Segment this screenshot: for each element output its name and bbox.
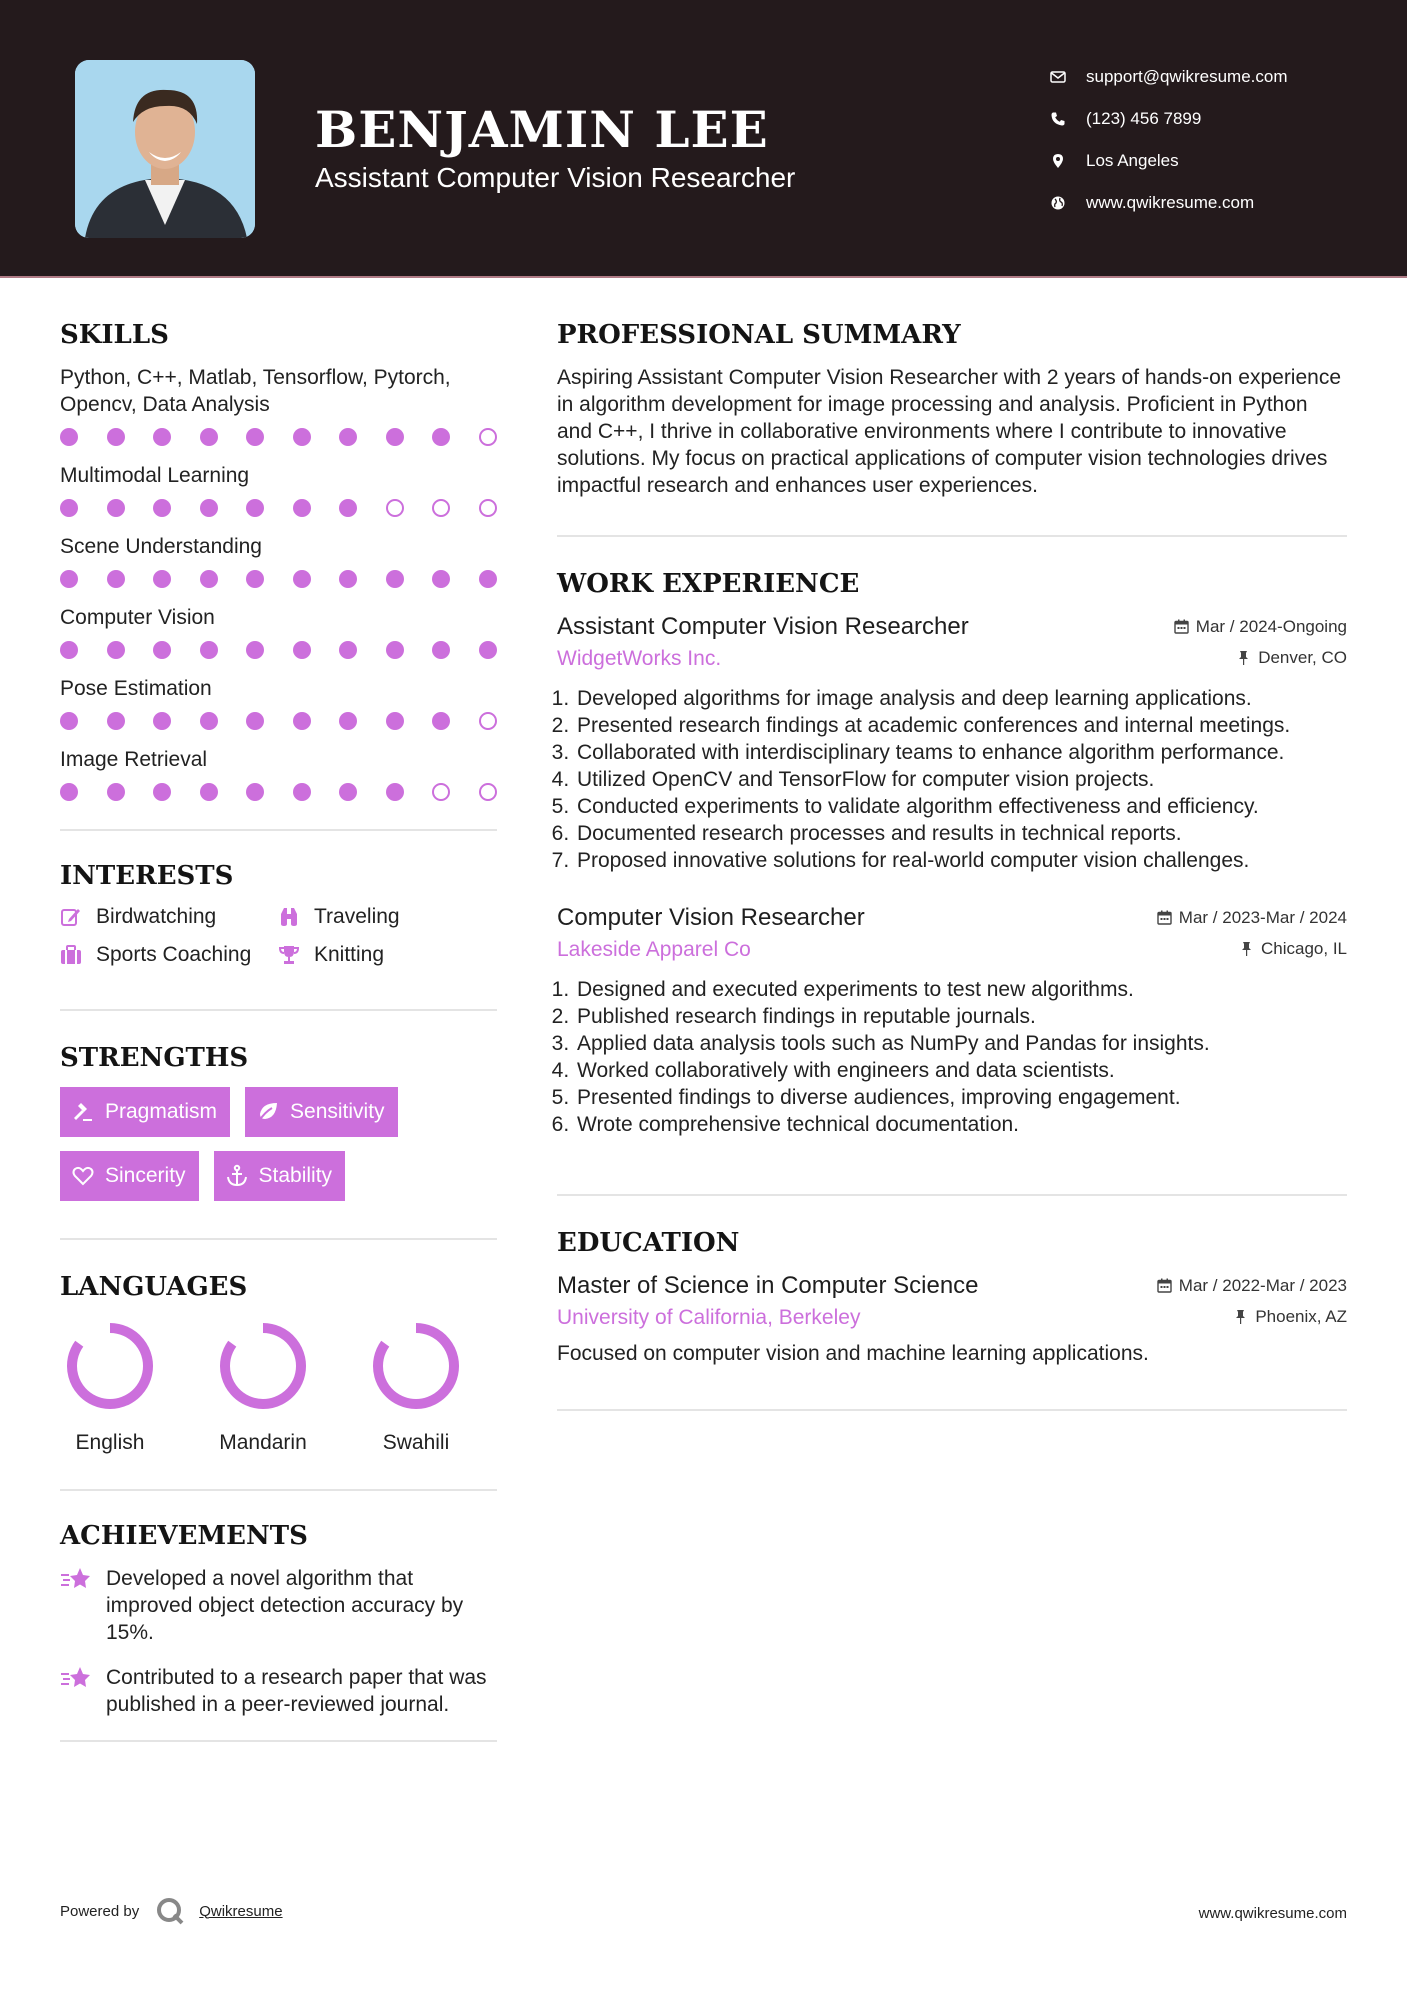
rating-dot-empty bbox=[479, 428, 497, 446]
experience-title: WORK EXPERIENCE bbox=[557, 569, 860, 599]
candidate-name: BENJAMIN LEE bbox=[315, 100, 769, 159]
rating-dot-filled bbox=[432, 712, 450, 730]
job-bullet: 6. Wrote comprehensive technical documentation. bbox=[575, 1111, 1347, 1138]
education-description: Focused on computer vision and machine learning applications. bbox=[557, 1342, 1149, 1365]
rating-dot-filled bbox=[153, 783, 171, 801]
skill-rating bbox=[60, 641, 497, 659]
person-portrait-icon bbox=[75, 60, 255, 238]
achievement-item bbox=[60, 1565, 497, 1646]
job-role: Computer Vision Researcher bbox=[557, 904, 865, 931]
rating-dot-filled bbox=[200, 570, 218, 588]
job-bullet: 7. Proposed innovative solutions for real-world computer vision challenges. bbox=[575, 847, 1347, 874]
pushpin-icon bbox=[1239, 941, 1254, 956]
job-bullet: 2. Published research findings in reputable journals. bbox=[575, 1003, 1347, 1030]
contact-email[interactable] bbox=[1050, 56, 1288, 98]
rating-dot-filled bbox=[386, 428, 404, 446]
job-bullet: 4. Worked collaboratively with engineers and data scientists. bbox=[575, 1057, 1347, 1084]
interest-item bbox=[60, 943, 278, 967]
rating-dot-filled bbox=[200, 783, 218, 801]
contact-location-text: Los Angeles bbox=[1086, 151, 1179, 170]
interests-list bbox=[60, 905, 497, 967]
calendar-icon bbox=[1174, 619, 1189, 634]
job-location bbox=[1236, 648, 1347, 668]
contact-list bbox=[1050, 56, 1288, 224]
rating-dot-filled bbox=[153, 641, 171, 659]
education-section bbox=[557, 1228, 1347, 1367]
job-date-text: Mar / 2023-Mar / 2024 bbox=[1178, 907, 1347, 927]
skill-rating bbox=[60, 499, 497, 517]
job-company: WidgetWorks Inc. bbox=[557, 647, 722, 670]
language-item bbox=[213, 1316, 313, 1455]
rating-dot-filled bbox=[432, 641, 450, 659]
skills-section bbox=[60, 320, 497, 801]
skill-name: Pose Estimation bbox=[60, 677, 212, 700]
education-date-text: Mar / 2022-Mar / 2023 bbox=[1178, 1275, 1347, 1295]
rating-dot-filled bbox=[60, 641, 78, 659]
rating-dot-empty bbox=[432, 783, 450, 801]
job-location bbox=[1239, 939, 1347, 959]
rating-dot-filled bbox=[339, 712, 357, 730]
rating-dot-filled bbox=[339, 783, 357, 801]
leaf-icon bbox=[256, 1100, 280, 1124]
section-divider bbox=[60, 1238, 497, 1240]
rating-dot-filled bbox=[153, 499, 171, 517]
job-role: Assistant Computer Vision Researcher bbox=[557, 613, 969, 640]
rating-dot-filled bbox=[200, 712, 218, 730]
strength-tag bbox=[214, 1151, 346, 1201]
rating-dot-filled bbox=[432, 428, 450, 446]
proficiency-arc bbox=[225, 1328, 301, 1404]
rating-dot-filled bbox=[153, 428, 171, 446]
briefcase-icon bbox=[60, 944, 82, 966]
job-bullet: 3. Collaborated with interdisciplinary teams to enhance algorithm performance. bbox=[575, 739, 1347, 766]
rating-dot-filled bbox=[60, 712, 78, 730]
rating-dot-filled bbox=[293, 499, 311, 517]
job-bullet: 1. Designed and executed experiments to test new algorithms. bbox=[575, 976, 1347, 1003]
job-company: Lakeside Apparel Co bbox=[557, 938, 751, 961]
strength-label: Sensitivity bbox=[290, 1100, 385, 1123]
gavel-icon bbox=[71, 1100, 95, 1124]
anchor-icon bbox=[225, 1164, 249, 1188]
language-proficiency-ring bbox=[60, 1316, 160, 1416]
job-date-text: Mar / 2024-Ongoing bbox=[1195, 616, 1347, 636]
map-pin-icon bbox=[1050, 153, 1066, 169]
job-bullets bbox=[557, 976, 1347, 1138]
contact-phone-text: (123) 456 7899 bbox=[1086, 109, 1202, 128]
skill-name: Multimodal Learning bbox=[60, 464, 250, 487]
strength-label: Stability bbox=[258, 1164, 333, 1187]
rating-dot-empty bbox=[432, 499, 450, 517]
job-bullet: 5. Conducted experiments to validate algorithm effectiveness and efficiency. bbox=[575, 793, 1347, 820]
rating-dot-filled bbox=[107, 712, 125, 730]
job-subheader bbox=[557, 647, 1347, 671]
strength-tag bbox=[60, 1087, 230, 1137]
languages-list bbox=[60, 1316, 497, 1455]
rating-dot-filled bbox=[293, 641, 311, 659]
job-header bbox=[557, 904, 1347, 932]
job-location-text: Denver, CO bbox=[1258, 647, 1347, 667]
education-location bbox=[1233, 1307, 1347, 1327]
achievements-section bbox=[60, 1521, 497, 1718]
education-school: University of California, Berkeley bbox=[557, 1306, 861, 1329]
rating-dot-filled bbox=[479, 570, 497, 588]
rating-dot-filled bbox=[339, 641, 357, 659]
rating-dot-filled bbox=[60, 570, 78, 588]
rating-dot-filled bbox=[200, 428, 218, 446]
education-title: EDUCATION bbox=[557, 1228, 740, 1258]
rating-dot-filled bbox=[246, 783, 264, 801]
job-entry bbox=[557, 904, 1347, 1138]
language-name: Mandarin bbox=[219, 1431, 307, 1454]
rating-dot-filled bbox=[60, 783, 78, 801]
rating-dot-filled bbox=[293, 712, 311, 730]
education-subheader bbox=[557, 1306, 1347, 1330]
job-entry bbox=[557, 613, 1347, 874]
strength-tag bbox=[245, 1087, 398, 1137]
calendar-icon bbox=[1157, 910, 1172, 925]
job-date bbox=[1174, 617, 1347, 637]
section-divider bbox=[60, 829, 497, 831]
contact-phone[interactable] bbox=[1050, 98, 1288, 140]
candidate-title: Assistant Computer Vision Researcher bbox=[315, 162, 796, 193]
section-divider bbox=[60, 1009, 497, 1011]
section-divider bbox=[60, 1740, 497, 1742]
section-divider bbox=[557, 535, 1347, 537]
strength-label: Pragmatism bbox=[105, 1100, 218, 1123]
rating-dot-filled bbox=[200, 641, 218, 659]
job-bullet: 6. Documented research processes and results in technical reports. bbox=[575, 820, 1347, 847]
education-header bbox=[557, 1272, 1347, 1300]
qwikresume-logo-icon bbox=[155, 1896, 185, 1926]
contact-location bbox=[1050, 140, 1288, 182]
rating-dot-filled bbox=[107, 428, 125, 446]
rating-dot-filled bbox=[246, 712, 264, 730]
strengths-section bbox=[60, 1043, 497, 1201]
skill-name: Scene Understanding bbox=[60, 535, 262, 558]
shooting-star-icon bbox=[60, 1565, 92, 1593]
resume-header bbox=[0, 0, 1407, 278]
calendar-icon bbox=[1157, 1278, 1172, 1293]
profile-photo bbox=[75, 60, 255, 238]
interests-section bbox=[60, 861, 497, 967]
binoculars-icon bbox=[278, 906, 300, 928]
job-date bbox=[1157, 908, 1347, 928]
skill-rating bbox=[60, 428, 497, 446]
rating-dot-filled bbox=[339, 570, 357, 588]
pushpin-icon bbox=[1236, 650, 1251, 665]
rating-dot-empty bbox=[479, 499, 497, 517]
shooting-star-icon bbox=[60, 1664, 92, 1692]
education-date bbox=[1157, 1276, 1347, 1296]
envelope-icon bbox=[1050, 69, 1066, 85]
strengths-list bbox=[60, 1087, 497, 1201]
rating-dot-filled bbox=[386, 641, 404, 659]
interest-item bbox=[278, 905, 497, 929]
strength-tag bbox=[60, 1151, 199, 1201]
section-divider bbox=[60, 1489, 497, 1491]
rating-dot-filled bbox=[107, 499, 125, 517]
rating-dot-filled bbox=[479, 641, 497, 659]
rating-dot-filled bbox=[200, 499, 218, 517]
trophy-icon bbox=[278, 944, 300, 966]
rating-dot-filled bbox=[246, 428, 264, 446]
interest-item bbox=[278, 943, 497, 967]
job-bullet: 5. Presented findings to diverse audiences, improving engagement. bbox=[575, 1084, 1347, 1111]
language-item bbox=[60, 1316, 160, 1455]
proficiency-arc bbox=[378, 1328, 454, 1404]
interest-label: Sports Coaching bbox=[96, 943, 252, 966]
qwikresume-link[interactable]: Qwikresume bbox=[199, 1902, 283, 1920]
powered-by-text: Powered by bbox=[60, 1902, 140, 1920]
rating-dot-filled bbox=[107, 641, 125, 659]
rating-dot-filled bbox=[386, 783, 404, 801]
right-column bbox=[557, 320, 1347, 1411]
skills-title: SKILLS bbox=[60, 320, 169, 350]
achievements-title: ACHIEVEMENTS bbox=[60, 1521, 308, 1551]
strengths-title: STRENGTHS bbox=[60, 1043, 249, 1073]
rating-dot-filled bbox=[386, 570, 404, 588]
rating-dot-filled bbox=[153, 570, 171, 588]
interest-item bbox=[60, 905, 278, 929]
heart-icon bbox=[71, 1164, 95, 1188]
job-bullets bbox=[557, 685, 1347, 874]
contact-website-text: www.qwikresume.com bbox=[1086, 193, 1255, 212]
language-item bbox=[366, 1316, 466, 1455]
achievement-text: Contributed to a research paper that was published in a peer-reviewed journal. bbox=[106, 1666, 487, 1716]
rating-dot-filled bbox=[246, 499, 264, 517]
pencil-icon bbox=[60, 906, 82, 928]
rating-dot-filled bbox=[246, 641, 264, 659]
interests-title: INTERESTS bbox=[60, 861, 234, 891]
rating-dot-filled bbox=[293, 783, 311, 801]
summary-title: PROFESSIONAL SUMMARY bbox=[557, 320, 961, 350]
rating-dot-filled bbox=[107, 783, 125, 801]
rating-dot-filled bbox=[432, 570, 450, 588]
education-location-text: Phoenix, AZ bbox=[1255, 1306, 1347, 1326]
footer-powered-by bbox=[60, 1896, 283, 1926]
skill-name: Image Retrieval bbox=[60, 748, 208, 771]
rating-dot-empty bbox=[479, 783, 497, 801]
rating-dot-empty bbox=[479, 712, 497, 730]
language-proficiency-ring bbox=[213, 1316, 313, 1416]
languages-title: LANGUAGES bbox=[60, 1272, 248, 1302]
left-column bbox=[60, 320, 497, 1742]
job-subheader bbox=[557, 938, 1347, 962]
section-divider bbox=[557, 1409, 1347, 1411]
footer-website[interactable]: www.qwikresume.com bbox=[1198, 1905, 1347, 1922]
interest-label: Knitting bbox=[314, 943, 385, 966]
skill-rating bbox=[60, 783, 497, 801]
rating-dot-filled bbox=[107, 570, 125, 588]
rating-dot-filled bbox=[293, 570, 311, 588]
phone-icon bbox=[1050, 111, 1066, 127]
skill-rating bbox=[60, 570, 497, 588]
summary-section bbox=[557, 320, 1347, 499]
job-bullet: 1. Developed algorithms for image analysis and deep learning applications. bbox=[575, 685, 1347, 712]
interest-label: Birdwatching bbox=[96, 905, 217, 928]
skill-name: Python, C++, Matlab, Tensorflow, Pytorch, Opencv, Data Analysis bbox=[60, 366, 451, 416]
job-location-text: Chicago, IL bbox=[1261, 938, 1347, 958]
job-bullet: 2. Presented research findings at academic conferences and internal meetings. bbox=[575, 712, 1347, 739]
languages-section bbox=[60, 1272, 497, 1455]
skill-rating bbox=[60, 712, 497, 730]
rating-dot-filled bbox=[246, 570, 264, 588]
proficiency-arc bbox=[72, 1328, 148, 1404]
section-divider bbox=[557, 1194, 1347, 1196]
contact-website[interactable] bbox=[1050, 182, 1288, 224]
rating-dot-filled bbox=[153, 712, 171, 730]
interest-label: Traveling bbox=[314, 905, 400, 928]
skill-name: Computer Vision bbox=[60, 606, 215, 629]
globe-icon bbox=[1050, 195, 1066, 211]
contact-email-text: support@qwikresume.com bbox=[1086, 67, 1288, 86]
job-bullet: 4. Utilized OpenCV and TensorFlow for computer vision projects. bbox=[575, 766, 1347, 793]
rating-dot-filled bbox=[386, 712, 404, 730]
rating-dot-filled bbox=[339, 428, 357, 446]
achievement-text: Developed a novel algorithm that improved object detection accuracy by 15%. bbox=[106, 1567, 464, 1644]
job-header bbox=[557, 613, 1347, 641]
rating-dot-empty bbox=[386, 499, 404, 517]
summary-text: Aspiring Assistant Computer Vision Researcher with 2 years of hands-on experience in algorithm development for image processing and analysis. Proficient in Python and C++, I thrive in collaborative environments where I contribute to innovative solutions. My focus on practical applications of computer vision technologies drives impactful research and enhances user experiences. bbox=[557, 366, 1342, 497]
rating-dot-filled bbox=[60, 499, 78, 517]
rating-dot-filled bbox=[339, 499, 357, 517]
education-degree: Master of Science in Computer Science bbox=[557, 1272, 979, 1299]
rating-dot-filled bbox=[293, 428, 311, 446]
experience-section bbox=[557, 569, 1347, 1138]
skills-list bbox=[60, 364, 497, 801]
pushpin-icon bbox=[1233, 1309, 1248, 1324]
job-bullet: 3. Applied data analysis tools such as NumPy and Pandas for insights. bbox=[575, 1030, 1347, 1057]
language-proficiency-ring bbox=[366, 1316, 466, 1416]
language-name: English bbox=[75, 1431, 145, 1454]
achievement-item bbox=[60, 1664, 497, 1718]
language-name: Swahili bbox=[382, 1431, 450, 1454]
rating-dot-filled bbox=[60, 428, 78, 446]
strength-label: Sincerity bbox=[105, 1164, 186, 1187]
